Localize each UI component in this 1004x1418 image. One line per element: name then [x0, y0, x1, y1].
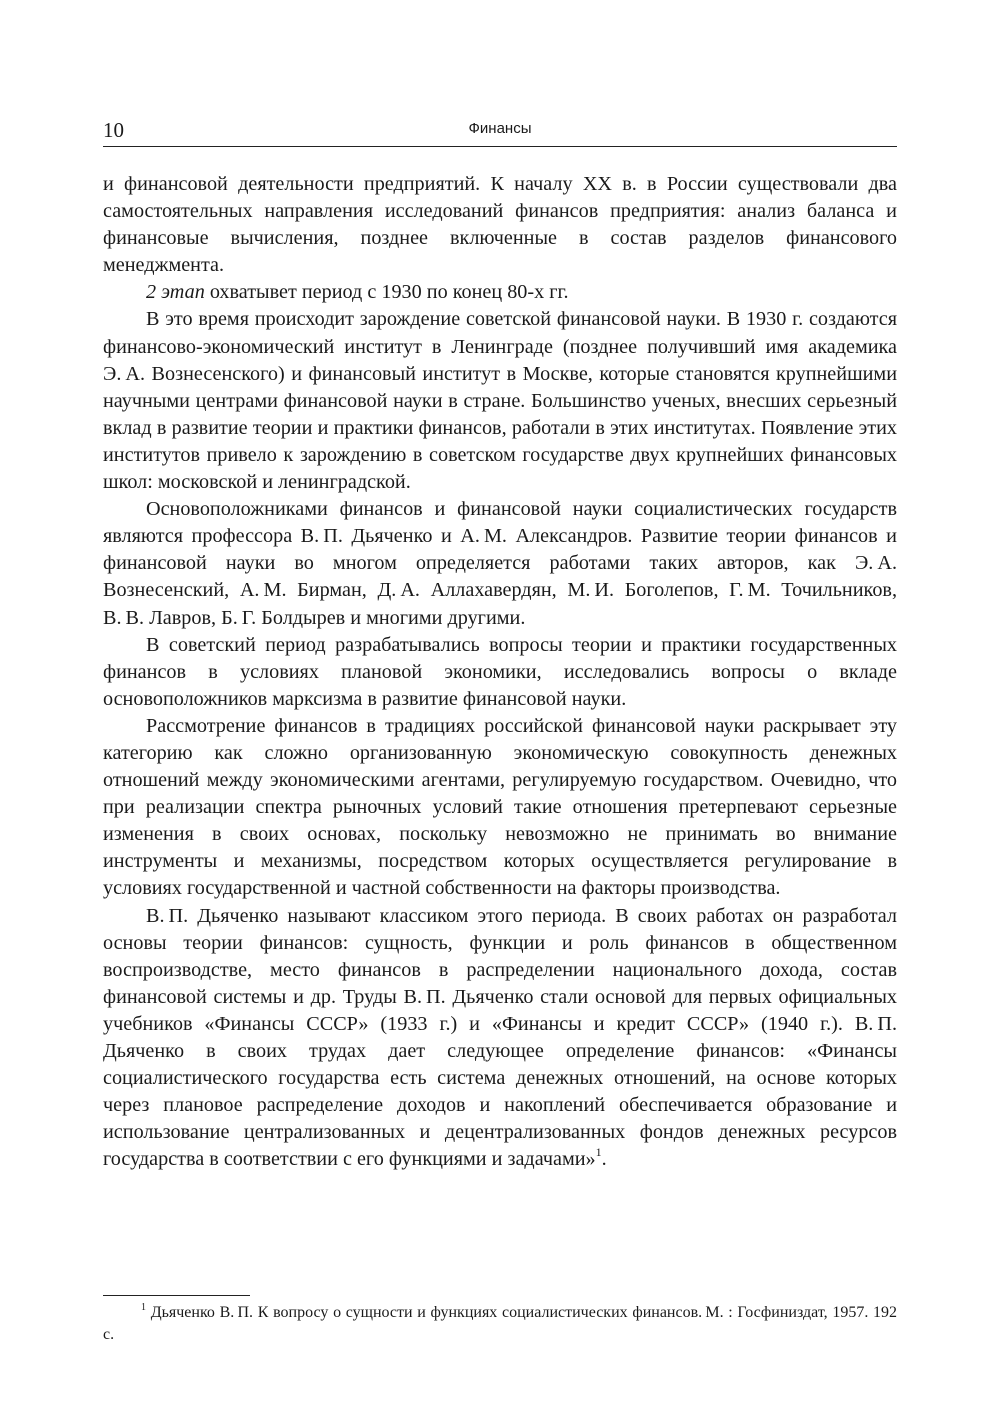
- paragraph: В это время происходит зарождение советской финансовой науки. В 1930 г. создаются финансово-экономический институт в Ленинграде (позднее получивший имя академика Э. А. Вознесенского) и финансовый институт в Москве, которые становятся крупнейшими научными центрами финансовой науки в стране. Большинство ученых, внесших серьезный вклад в развитие теории и практики финансов, работали в этих институтах. Появление этих институтов привело к зарождению в советском государстве двух крупнейших финансовых школ: московской и ленинградской.: [103, 308, 897, 494]
- paragraph: Основоположниками финансов и финансовой науки социалистических государств являются профессора В. П. Дьяченко и А. М. Александров. Развитие теории финансов и финансовой науки во многом определяется работами таких авторов, как Э. А. Вознесенский, А. М. Бирман, Д. А. Аллахавердян, М. И. Боголепов, Г. М. Точильников, В. В. Лавров, Б. Г. Болдырев и многими другими.: [103, 498, 897, 629]
- body-text: [103, 171, 897, 1173]
- paragraph: В советский период разрабатывались вопросы теории и практики государственных финансов в условиях плановой экономики, исследовались вопросы о вкладе основоположников марксизма в развитие финансовой науки.: [103, 633, 897, 710]
- footnote-divider: [103, 1295, 250, 1296]
- paragraph: 2 этап охватывет период с 1930 по конец 80-х гг.: [146, 281, 569, 304]
- paragraph: и финансовой деятельности предприятий. К началу XX в. в России существовали два самостоятельных направления исследований финансов предприятия: анализ баланса и финансовые вычисления, позднее включенные в состав разделов финансового менеджмента.: [103, 173, 897, 277]
- footnote-marker: 1: [141, 1302, 146, 1313]
- running-title: Финансы: [468, 120, 532, 137]
- footnote-ref[interactable]: 1: [595, 1145, 602, 1160]
- page-header: [103, 116, 897, 147]
- footnote-text: Дьяченко В. П. К вопросу о сущности и функциях социалистических финансов. М. : Госфиниздат, 1957. 192 с.: [103, 1304, 898, 1343]
- stage-label: 2 этап: [146, 281, 205, 304]
- page-number: 10: [103, 118, 124, 142]
- paragraph: В. П. Дьяченко называют классиком этого периода. В своих работах он разработал основы теории финансов: сущность, функции и роль финансов в общественном воспроизводстве, место финансов в распределении национального дохода, состав финансовой системы и др. Труды В. П. Дьяченко стали основой для первых официальных учебников «Финансы СССР» (1933 г.) и «Финансы и кредит СССР» (1940 г.). В. П. Дьяченко в своих трудах дает следующее определение финансов: «Финансы социалистического государства есть система денежных отношений, на основе которых через плановое распределение доходов и накоплений обеспечивается образование и использование централизованных и децентрализованных фондов денежных ресурсов государства в соответствии с его функциями и задачами»$^1$.: [103, 904, 897, 1171]
- footnote: [103, 1302, 897, 1346]
- paragraph: Рассмотрение финансов в традициях российской финансовой науки раскрывает эту категорию как сложно организованную экономическую совокупность денежных отношений между экономическими агентами, регулируемую государством. Очевидно, что при реализации спектра рыночных условий такие отношения претерпевают серьезные изменения в своих основах, поскольку невозможно не принимать во внимание инструменты и механизмы, посредством которых осуществляется регулирование в условиях государственной и частной собственности на факторы производства.: [103, 714, 897, 900]
